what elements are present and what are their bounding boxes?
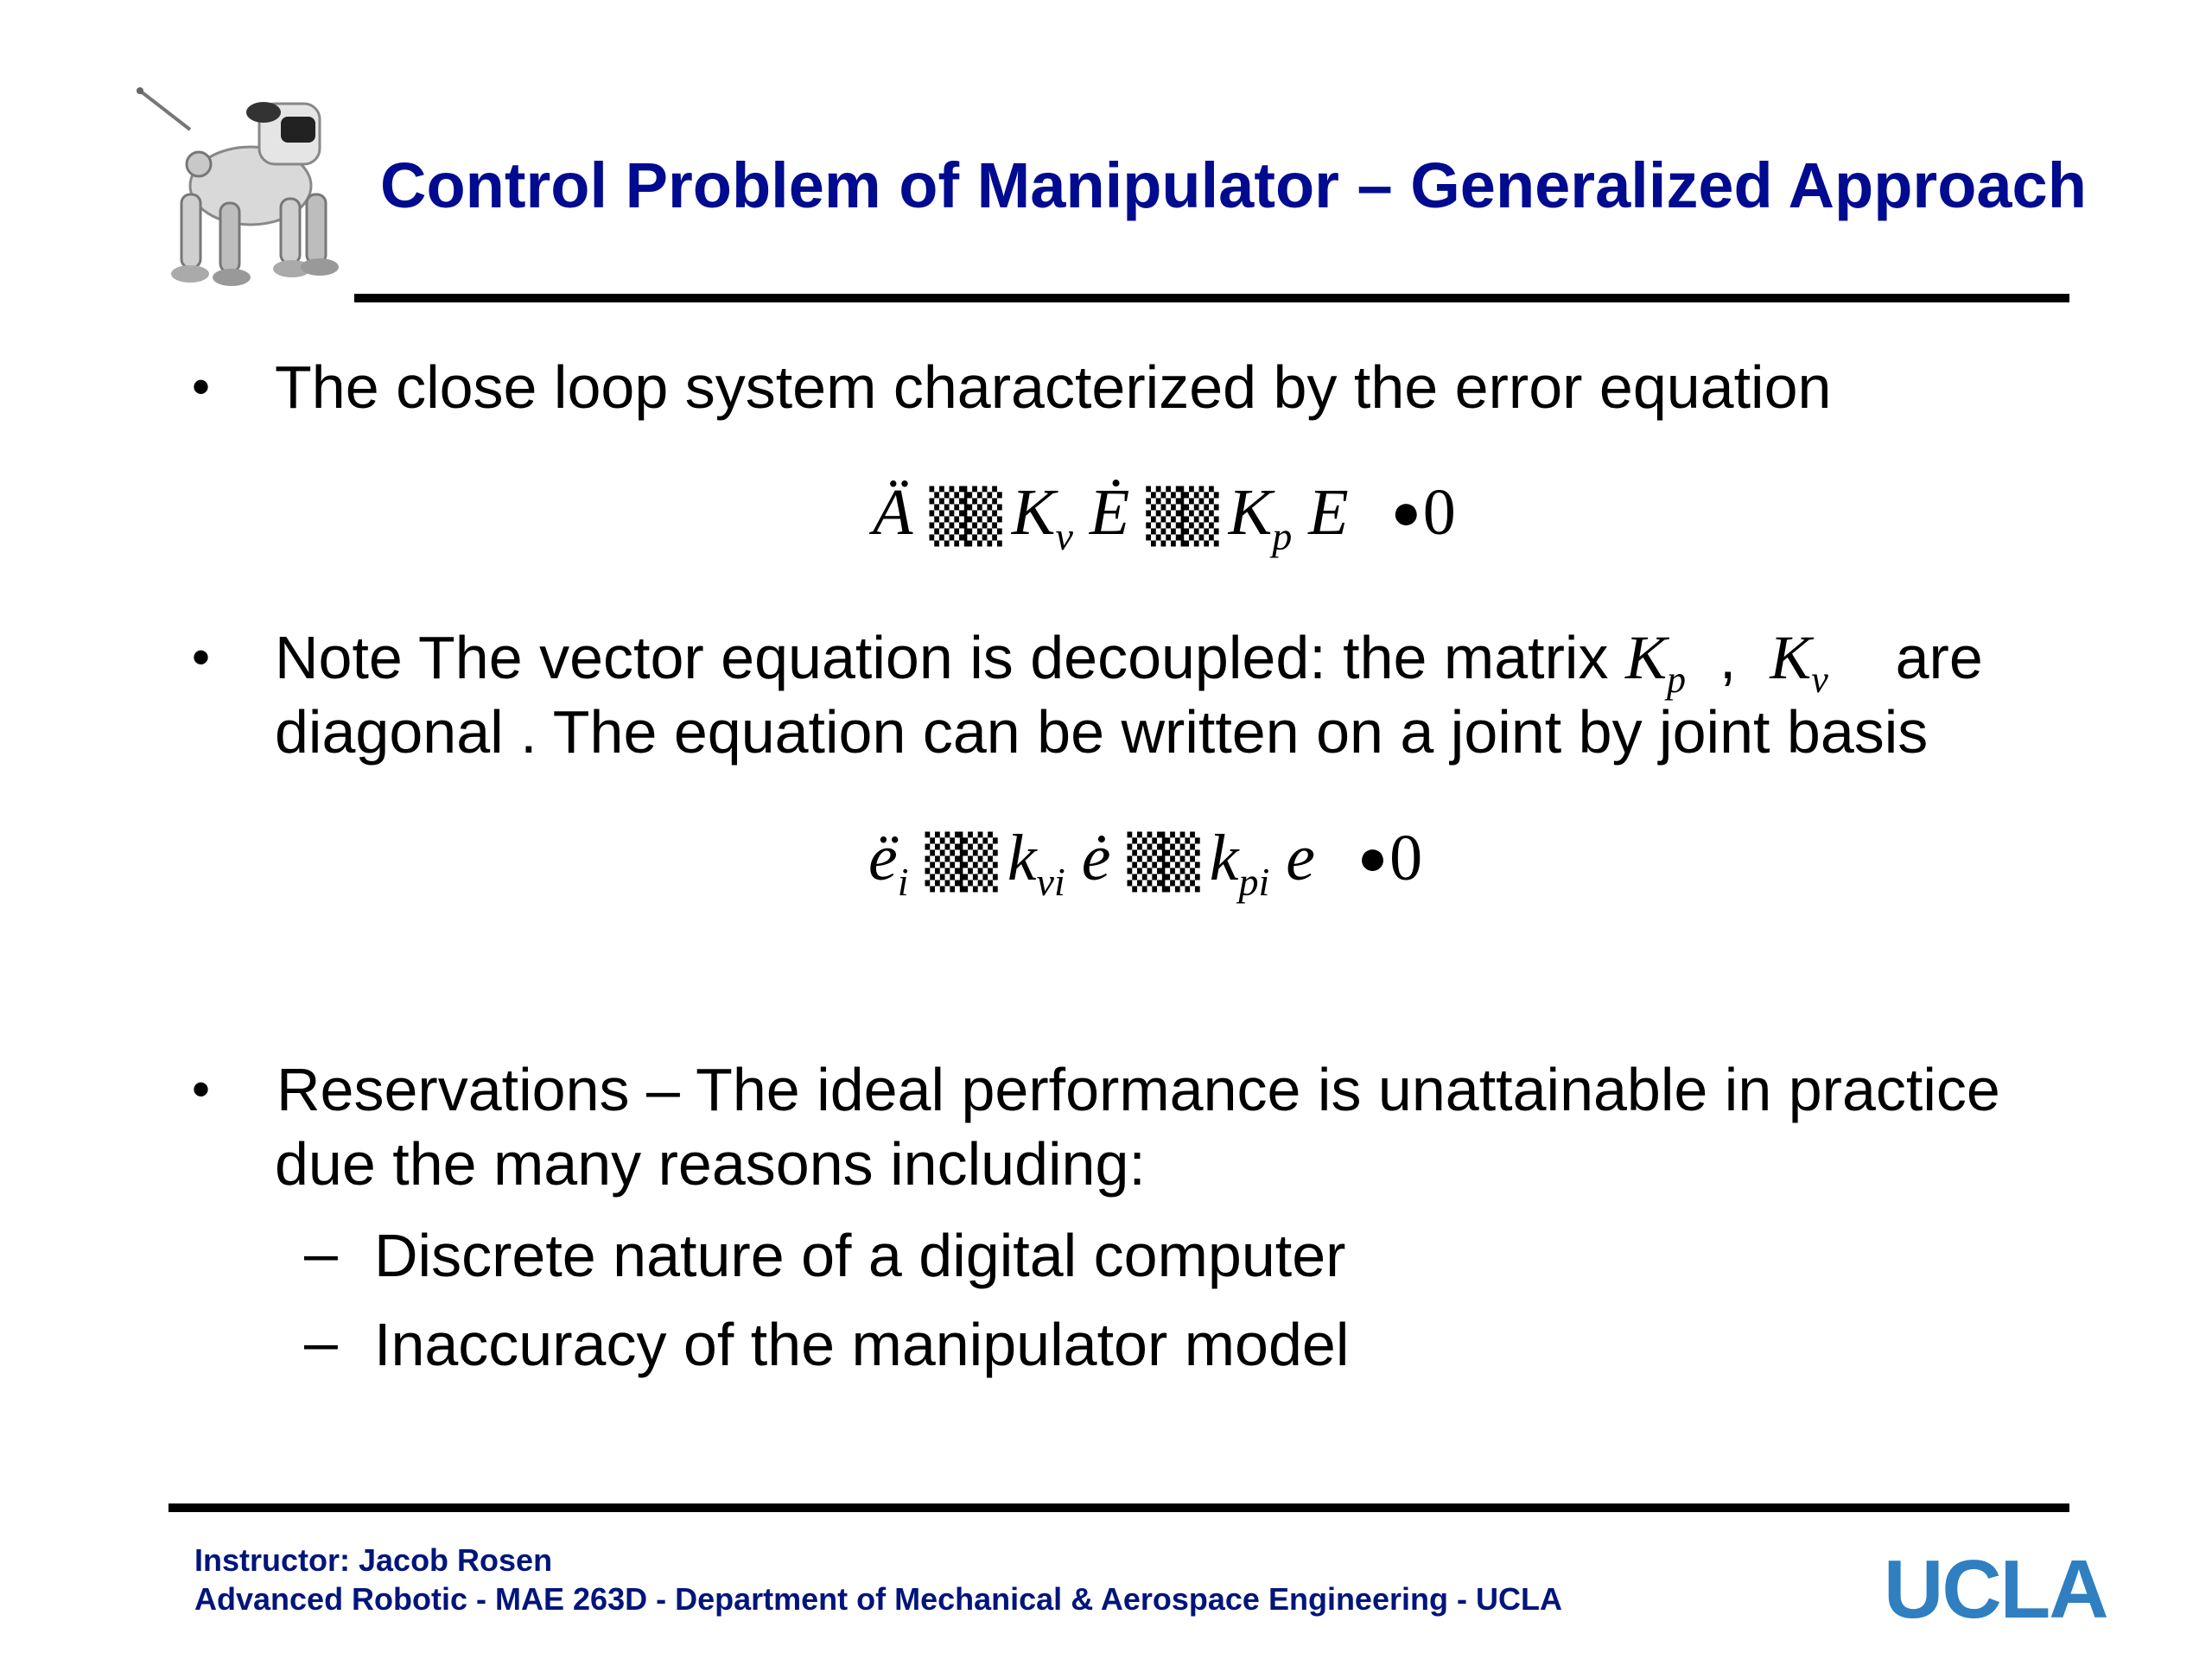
- footer-instructor: Instructor: Jacob Rosen: [194, 1542, 553, 1578]
- page-title: Control Problem of Manipulator – Generalized Approach: [380, 149, 2087, 221]
- eq-subscript: v: [1055, 514, 1073, 558]
- sub-bullet-marker: –: [304, 1219, 338, 1287]
- footer-course: Advanced Robotic - MAE 263D - Department of Mechanical & Aerospace Engineering - UCLA: [194, 1581, 1562, 1617]
- eq-subscript: pi: [1238, 860, 1270, 904]
- eq-glitch: ▒▒: [925, 832, 991, 893]
- math-symbol: K: [1624, 623, 1667, 692]
- matrix-kv: [1770, 623, 1828, 701]
- eq-zero: 0: [1389, 822, 1423, 894]
- eq-symbol: k: [1209, 822, 1239, 894]
- matrix-kp: [1624, 623, 1686, 701]
- bullet-text: diagonal . The equation can be written on a joint by joint basis: [275, 698, 1929, 766]
- bullet-marker: •: [192, 628, 211, 686]
- bullet-text: The close loop system characterized by the error equation: [275, 353, 1832, 421]
- footer-divider: [168, 1503, 2069, 1512]
- eq-symbol: ė: [1081, 822, 1111, 894]
- sub-bullet-text: Discrete nature of a digital computer: [374, 1222, 1346, 1289]
- eq-symbol: Ä: [873, 476, 913, 549]
- eq-subscript: i: [897, 860, 909, 904]
- eq-glitch: ●: [1390, 484, 1421, 540]
- eq-symbol: ë: [868, 822, 898, 894]
- bullet-marker: •: [192, 1060, 211, 1118]
- bullet-text: Reservations – The ideal performance is unattainable in practice: [276, 1056, 2000, 1123]
- bullet-text-part: Note The vector equation is decoupled: the matrix: [275, 624, 1609, 691]
- eq-symbol: k: [1007, 822, 1037, 894]
- math-symbol: K: [1770, 623, 1812, 692]
- sub-bullet-text: Inaccuracy of the manipulator model: [374, 1311, 1350, 1378]
- error-equation-vector: [873, 475, 1456, 559]
- bullet-marker: •: [192, 358, 211, 416]
- robot-dog-icon: [130, 82, 354, 298]
- eq-subscript: p: [1272, 514, 1293, 558]
- bullet-text: due the many reasons including:: [275, 1130, 1146, 1198]
- eq-zero: 0: [1422, 476, 1456, 549]
- error-equation-joint: [868, 821, 1422, 905]
- header-divider: [354, 294, 2069, 302]
- eq-symbol: K: [1011, 476, 1056, 549]
- eq-symbol: e: [1286, 822, 1316, 894]
- eq-symbol: E: [1308, 476, 1349, 549]
- bullet-text-part: are: [1895, 624, 1983, 691]
- eq-glitch: ●: [1357, 830, 1389, 886]
- eq-subscript: vi: [1036, 860, 1065, 904]
- math-subscript: p: [1666, 658, 1686, 701]
- eq-glitch: ▒▒: [1146, 486, 1212, 547]
- comma: ,: [1719, 624, 1737, 691]
- eq-glitch: ▒▒: [929, 486, 995, 547]
- ucla-logo: UCLA: [1884, 1543, 2107, 1636]
- eq-glitch: ▒▒: [1127, 832, 1193, 893]
- sub-bullet-marker: –: [304, 1308, 338, 1376]
- eq-symbol: Ė: [1089, 476, 1130, 549]
- math-subscript: v: [1811, 658, 1828, 701]
- eq-symbol: K: [1228, 476, 1273, 549]
